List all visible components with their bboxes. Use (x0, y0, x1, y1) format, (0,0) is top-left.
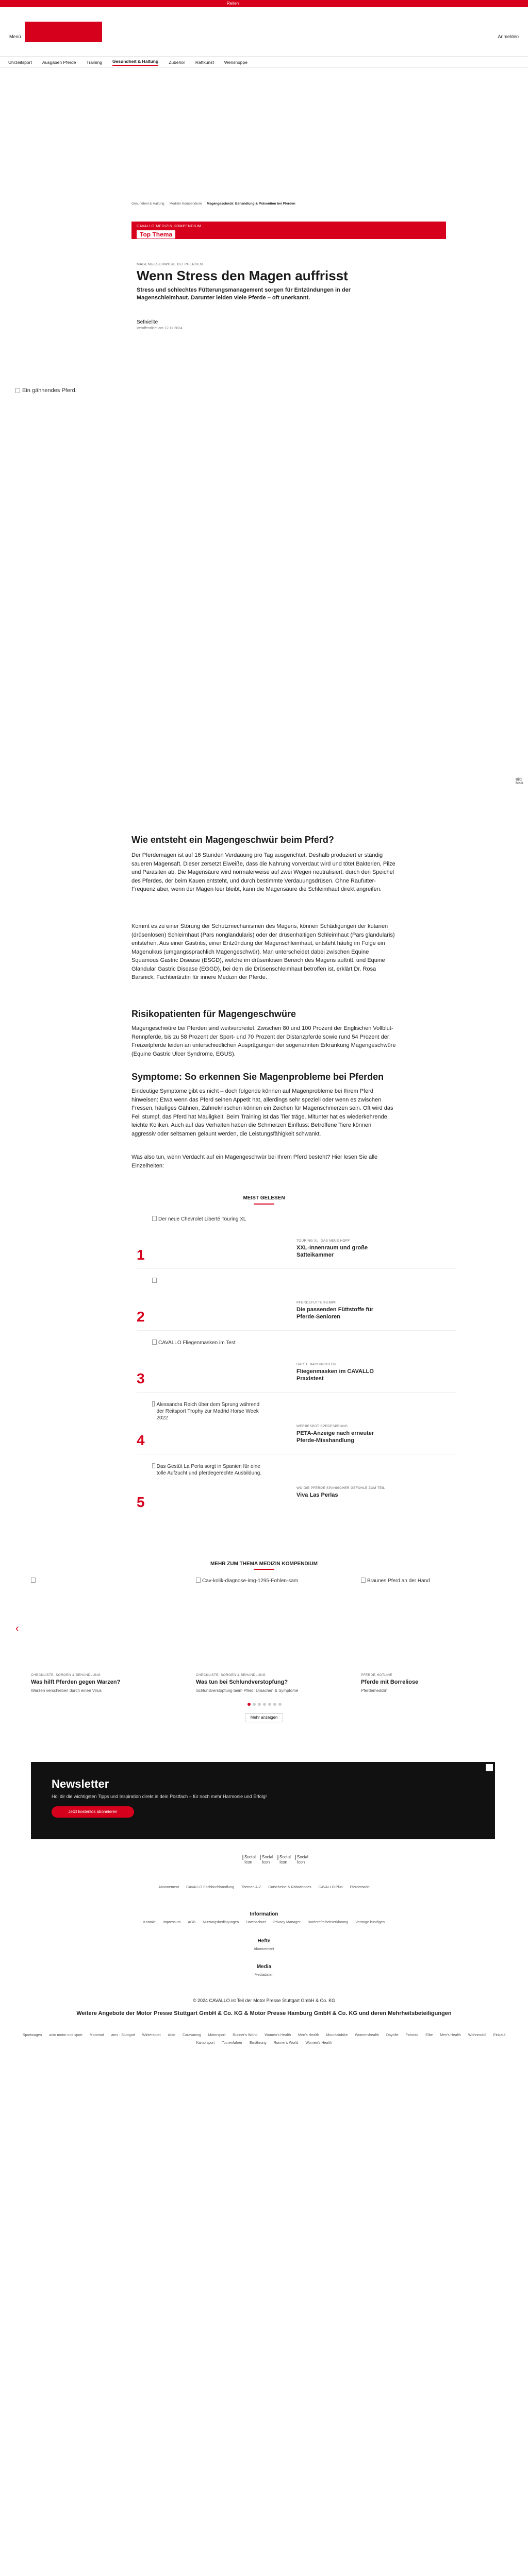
rank-number: 3 (137, 1370, 145, 1386)
partner-link[interactable]: Auto (168, 2033, 175, 2037)
author-name[interactable]: Sefniellte (137, 319, 158, 325)
partner-link[interactable]: Women's Health (305, 2041, 332, 2045)
nav-item-active[interactable]: Gesundheit & Haltung (112, 59, 158, 66)
carousel-dot[interactable] (273, 1703, 276, 1706)
newsletter-title: Newsletter (52, 1777, 109, 1790)
broken-image-icon (152, 1463, 155, 1468)
title-underline (254, 1204, 274, 1205)
social-icon[interactable] (295, 1855, 306, 1865)
footer-link[interactable]: Kontakt (143, 1921, 156, 1924)
divider (137, 1330, 456, 1331)
most-read-image (152, 1401, 266, 1421)
card-kicker: PFERDE-HOTLINE (361, 1673, 392, 1677)
section-heading: Wie entsteht ein Magengeschwür beim Pferd? (131, 835, 334, 845)
partner-link[interactable]: Womenshealth (355, 2033, 379, 2037)
rank-number: 1 (137, 1247, 145, 1263)
partner-link[interactable]: auto motor und sport (49, 2033, 82, 2037)
card-title[interactable]: Was tun bei Schlundverstopfung? (196, 1679, 288, 1685)
footer-link[interactable]: Privacy Manager (273, 1921, 301, 1924)
most-read-item[interactable] (137, 1340, 456, 1396)
partner-link[interactable]: Runner's World (233, 2033, 258, 2037)
nav-item[interactable]: Wenshoppe (224, 59, 248, 65)
social-label: Social Icon (244, 1855, 256, 1865)
most-read-image (152, 1340, 266, 1346)
body-paragraph: Magengeschwüre bei Pferden sind weitverbreitet: Zwischen 80 und 100 Prozent der Englischen Vollblut-Rennpferde, bis zu 58 Prozent der Sport- und 70 Prozent der Distanzpferde sowie rund 54 Prozent der Freizeitpferde leiden an unterschiedlichen Ausprägungen der sogenannten Erkrankung Magengeschwüre (Equine Gastric Ulcer Syndrome, EGUS). (131, 1025, 396, 1057)
broken-image-icon (242, 1855, 243, 1860)
most-read-item[interactable] (137, 1216, 456, 1273)
partner-link[interactable]: Kampfsport (196, 2041, 215, 2045)
nav-item[interactable]: Rattkunst (195, 59, 214, 65)
breadcrumb-item[interactable]: Medizin Kompendium (169, 202, 202, 206)
top-thema-badge: Top Thema (137, 230, 175, 239)
footer-heading: Media (256, 1964, 272, 1970)
carousel-dot-active[interactable] (248, 1703, 251, 1706)
copyright: © 2024 CAVALLO ist Teil der Motor Presse Stuttgart GmbH & Co. KG (192, 1998, 336, 2003)
main-nav (0, 57, 528, 68)
close-icon[interactable] (486, 1764, 493, 1771)
partner-link[interactable]: Wintersport (142, 2033, 161, 2037)
partner-links (21, 2032, 507, 2046)
most-read-item[interactable] (137, 1401, 456, 1458)
partner-link[interactable]: Men's Health (298, 2033, 319, 2037)
carousel-dot[interactable] (263, 1703, 266, 1706)
broken-image-icon (15, 388, 20, 393)
social-label: Social Icon (279, 1855, 291, 1865)
breadcrumb-current: Magengeschwür: Behandlung & Prävention bei Pferden (207, 202, 295, 206)
social-links (242, 1855, 306, 1865)
carousel-dot[interactable] (268, 1703, 271, 1706)
social-icon[interactable] (242, 1855, 254, 1865)
most-read-image (152, 1216, 266, 1223)
divider (137, 1268, 456, 1269)
article-meta: MAGENGESCHWÜRE BEI PFERDEN (137, 263, 203, 266)
footer-tabs (0, 1886, 528, 1889)
published-date: Veröffentlicht am 12.11.2024 (137, 327, 183, 330)
social-icon[interactable] (277, 1855, 289, 1865)
rank-number: 4 (137, 1432, 145, 1448)
article-kicker (131, 222, 446, 239)
item-kicker: WERBESPOT SPEDESPRUNG (296, 1425, 348, 1428)
footer-link[interactable]: Mediadaten (254, 1973, 274, 1977)
login-link[interactable]: Anmelden (498, 34, 519, 39)
carousel-dot[interactable] (253, 1703, 256, 1706)
footer-link[interactable]: AGB (188, 1921, 196, 1924)
partner-link[interactable]: Men's Health (440, 2033, 461, 2037)
body-paragraph: Was also tun, wenn Verdacht auf ein Magengeschwür bei Ihrem Pferd besteht? Hier lesen Sie alle Einzelheiten: (131, 1154, 378, 1169)
broken-image-icon (277, 1855, 278, 1860)
footer-link[interactable]: Barrierefreiheitserklärung (307, 1921, 349, 1924)
hero-image-alt: Ein gähnendes Pferd. (22, 387, 77, 394)
partner-link[interactable]: Tourenfahrer (222, 2041, 242, 2045)
partner-link[interactable]: Elbe (425, 2033, 433, 2037)
item-kicker: HARTE NACHRICHTEN (296, 1363, 336, 1366)
card-kicker: CHECKLISTE, SORGEN & BEHANDLUNG (196, 1673, 266, 1677)
footer-media-links (0, 1973, 528, 1977)
section-heading: Risikopatienten für Magengeschwüre (131, 1009, 296, 1019)
footer-link[interactable]: Nutzungsbedingungen (203, 1921, 239, 1924)
partner-link[interactable]: Motorsport (208, 2033, 226, 2037)
ad-space (0, 68, 528, 202)
item-title[interactable]: Die passenden Füttstoffe für Pferde-Senioren (296, 1307, 374, 1320)
related-card[interactable] (196, 1578, 330, 1693)
carousel-dots (248, 1703, 282, 1706)
section-heading: Symptome: So erkennen Sie Magenprobleme bei Pferden (131, 1072, 384, 1082)
footer-tab[interactable]: CAVALLO Plus (318, 1886, 343, 1889)
carousel-prev-arrow-icon[interactable]: ‹ (15, 1623, 19, 1634)
nav-item[interactable]: Uhrzeitsport (8, 59, 32, 65)
footer-info-links (0, 1921, 528, 1924)
article-teaser: Stress und schlechtes Fütterungsmanagement sorgen für Entzündungen in der Magenschleimhaut. Darunter leiden viele Pferde – oft unerkannt. (137, 287, 351, 301)
social-icon[interactable] (260, 1855, 271, 1865)
newsletter-subscribe-button[interactable]: Jetzt kostenlos abonnieren (52, 1806, 134, 1818)
topbar-link[interactable]: Reiten (227, 1, 239, 6)
body-paragraph: Der Pferdemagen ist auf 16 Stunden Verdauung pro Tag ausgerichtet. Deshalb produziert er ständig saueren Magensaft. Dieser zersetzt Eiweiße, dass die Nahrung vorverdaut wird und tötet Bakterien, Pilze und Parasiten ab. Die Magensäure wird normalerweise auf zwei Wegen neutralisiert: durch den Speichel des Pferdes, der beim Kauen entsteht, und durch bestimmte Verdauungsdrüsen. Ohne Raufutter-Frequenz aber, wenn der Magen leer bleibt, kann die Magensäure die Schleimhaut direkt angreifen. (131, 852, 395, 892)
partner-link[interactable]: Dayofie (386, 2033, 399, 2037)
nav-item[interactable]: Ausgaben Pferde (42, 59, 76, 65)
footer-link[interactable]: Impressum (162, 1921, 181, 1924)
divider (137, 1392, 456, 1393)
image-alt: Braunes Pferd an der Hand (367, 1578, 430, 1584)
most-read-item[interactable] (137, 1278, 456, 1334)
kicker-bar (131, 222, 446, 239)
most-read-image (152, 1278, 266, 1283)
image-alt: Das Gestüt La Perla sorgt in Spanien für eine tolle Aufzucht und pferdegerechte Ausbildung. (156, 1464, 262, 1476)
broken-image-icon (196, 1578, 201, 1583)
more-button[interactable]: Mehr anzeigen (245, 1713, 283, 1722)
partner-link[interactable]: Sportwagen (22, 2033, 42, 2037)
partner-link[interactable]: Mountainbike (326, 2033, 348, 2037)
broken-image-icon (295, 1855, 296, 1860)
image-alt: Cav-kolik-diagnose-img-1295-Fohlen-sam (202, 1578, 299, 1584)
item-title[interactable]: PETA-Anzeige nach erneuter Pferde-Misshandlung (296, 1430, 374, 1444)
broken-image-icon (31, 1578, 36, 1583)
hero-image (15, 387, 77, 394)
social-label: Social Icon (297, 1855, 308, 1865)
social-label: Social Icon (262, 1855, 273, 1865)
image-alt: CAVALLO Fliegenmasken im Test (158, 1340, 236, 1346)
item-kicker: PFERDEFUTTER-EMPF (296, 1301, 337, 1304)
top-bar (0, 0, 528, 7)
title-underline (254, 1569, 274, 1570)
breadcrumb-item[interactable]: Gesundheit & Haltung (131, 202, 164, 206)
rank-number: 5 (137, 1494, 145, 1510)
item-title[interactable]: Fliegenmasken im CAVALLO Praxistest (296, 1368, 374, 1382)
footer-tab[interactable]: Gutscheine & Rabattcodes (268, 1886, 311, 1889)
menu-button[interactable]: Menü (9, 34, 21, 39)
footer-tab[interactable]: Abonnement (158, 1886, 179, 1889)
cavallo-logo[interactable] (25, 22, 102, 42)
footer-link[interactable]: Verträge kündigen (355, 1921, 385, 1924)
footer-tab[interactable]: Themen A-Z (241, 1886, 261, 1889)
partner-link[interactable]: Fahrrad (405, 2033, 419, 2037)
card-sub: Schlundverstopfung beim Pferd: Ursachen & Symptome (196, 1688, 299, 1693)
card-image (361, 1578, 495, 1670)
partner-link[interactable]: Runner's World (273, 2041, 299, 2045)
card-sub: Pferdemedizin (361, 1688, 388, 1693)
broken-image-icon (152, 1401, 155, 1406)
footer-hefte-links (0, 1947, 528, 1951)
breadcrumb (131, 202, 295, 206)
newsletter-box (31, 1762, 495, 1839)
carousel-dot[interactable] (278, 1703, 282, 1706)
partner-link[interactable]: ams - Stuttgart (111, 2033, 135, 2037)
related-card[interactable] (361, 1578, 495, 1693)
newsletter-sub: Hol dir die wichtigsten Tipps und Inspiration direkt in dein Postfach – für noch mehr Harmonie und Erfolg! (52, 1794, 267, 1799)
footer-link[interactable]: Datenschutz (246, 1921, 267, 1924)
footer-heading: Hefte (257, 1938, 271, 1944)
partner-link[interactable]: Women's Health (265, 2033, 291, 2037)
partner-link[interactable]: Caravaning (182, 2033, 201, 2037)
image-credit: Bild: Maik (516, 778, 523, 785)
partner-link[interactable]: Motorrad (89, 2033, 104, 2037)
body-paragraph: Eindeutige Symptome gibt es nicht – doch folgende können auf Magenprobleme bei Ihrem Pferd hinweisen: Etwa wenn das Pferd seinen Appetit hat, allerdings sehr speziell oder wenn es zwischen Fressen, häufiges Gähnen, Zähneknirschen können ein Zeichen für Magenschmerzen sein. Oft wird das Fell stumpf, das Pferd hat Mauligkeit. Beim Training ist das Tier träge. Mitunter hat es wiederkehrende, leichte Koliken. Auch auf das Verhalten haben die Schmerzen Einfluss: Betroffene Tiere können aggressiv oder seltsamen gelaunt werden, die Leistungsfähigkeit schwankt. (131, 1088, 393, 1137)
item-title[interactable]: XXL-Innenraum und große Satteikammer (296, 1245, 368, 1258)
broken-image-icon (152, 1340, 157, 1345)
nav-item[interactable]: Training (86, 59, 102, 65)
card-image (196, 1578, 330, 1670)
footer-link[interactable]: Abonnement (254, 1947, 274, 1951)
most-read-image (152, 1463, 266, 1477)
card-image (31, 1578, 165, 1670)
site-header (0, 7, 528, 57)
article-headline: Wenn Stress den Magen auffrisst (137, 268, 348, 283)
broken-image-icon (152, 1216, 157, 1221)
footer-tab[interactable]: CAVALLO Fachbuchhandlung (186, 1886, 234, 1889)
broken-image-icon (260, 1855, 261, 1860)
item-kicker: TOURING XL: DAS NEUE HOFF (296, 1239, 350, 1243)
card-kicker: CHECKLISTE, SORGEN & BEHANDLUNG (31, 1673, 101, 1677)
most-read-item[interactable] (137, 1463, 456, 1520)
item-title[interactable]: Viva Las Perlas (296, 1492, 338, 1498)
carousel-dot[interactable] (258, 1703, 261, 1706)
body-paragraph: Kommt es zu einer Störung der Schutzmechanismen des Magens, können Schädigungen der kutanen (drüsenlosen) Schleimhaut (Pars nonglandularis) oder der drüsenhaltigen Schleimhaut (Pars glandularis) entstehen. Aus einer Gastritis, einer Entzündung der Magenschleimhaut, entsteht häufig im Folge ein Magenulkus (umgangssprachlich Magengeschwür). Man unterscheidet dabei zwischen Equine Squamous Gastric Disease (ESGD), welche im drüsenlosen Bereich des Magens auftritt, und Equine Glandular Gastric Disease (EGGD), bei dem die Drüsenschleimhaut betroffen ist, erklärt Dr. Rosa Barsnick, Fachtierärztin für innere Medizin der Pferde. (131, 923, 395, 980)
related-card[interactable] (31, 1578, 165, 1693)
footer-tab[interactable]: Pferdemarkt (350, 1886, 370, 1889)
broken-image-icon (152, 1278, 157, 1283)
footer-heading: Information (250, 1911, 278, 1917)
item-kicker: WO DIE PFERDE SPANISCHER GEFÜHLE ZUM TEIL (296, 1486, 385, 1490)
publisher-line: Weitere Angebote der Motor Presse Stuttgart GmbH & Co. KG & Motor Presse Hamburg GmbH & Co. KG und deren Mehrheitsbeteiligungen (76, 2010, 452, 2016)
partner-link[interactable]: Einkauf (493, 2033, 506, 2037)
image-alt: Der neue Chevrolet Liberté Touring XL (158, 1216, 246, 1222)
partner-link[interactable]: Wohnmobil (468, 2033, 486, 2037)
image-alt: Alessandra Reich über dem Sprung während der Reitsport Trophy zur Madrid Horse Week 2022 (156, 1402, 260, 1421)
partner-link[interactable]: Ernährung (249, 2041, 267, 2045)
broken-image-icon (361, 1578, 366, 1583)
card-sub: Warzen verschieben durch einen Virus (31, 1688, 102, 1693)
nav-item[interactable]: Zubehör (169, 59, 185, 65)
more-title: MEHR ZUM THEMA MEDIZIN KOMPENDIUM (210, 1561, 318, 1567)
card-title[interactable]: Pferde mit Borreliose (361, 1679, 419, 1685)
rank-number: 2 (137, 1309, 145, 1325)
card-title[interactable]: Was hilft Pferden gegen Warzen? (31, 1679, 121, 1685)
most-read-title: MEIST GELESEN (243, 1195, 285, 1201)
kicker-small: CAVALLO MEDIZIN KOMPENDIUM (137, 225, 202, 228)
